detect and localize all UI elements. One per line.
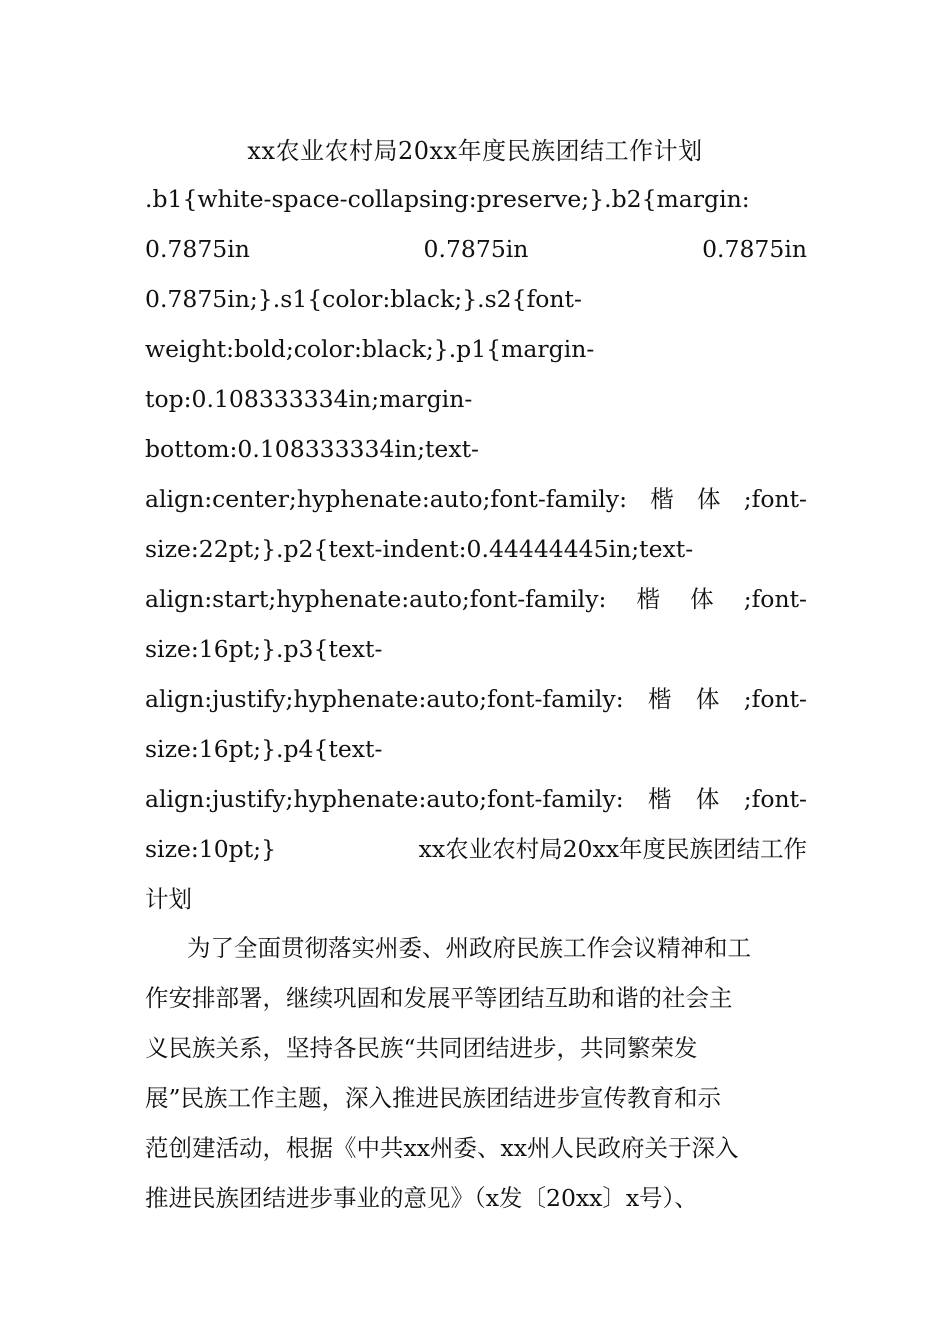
text-segment: 体 (690, 585, 714, 613)
text-segment: align:justify;hyphenate:auto;font-family: (145, 785, 624, 813)
text-line: 展”民族工作主题，深入推进民族团结进步宣传教育和示 (145, 1084, 722, 1112)
text-line: 义民族关系，坚持各民族“共同团结进步，共同繁荣发 (145, 1034, 698, 1062)
text-segment: 体 (695, 685, 720, 713)
text-line: 为了全面贯彻落实州委、州政府民族工作会议精神和工 (187, 934, 751, 962)
text-line: size:16pt;}.p4{text- (145, 735, 383, 763)
body-paragraph (145, 923, 807, 1223)
text-segment: ;font- (743, 585, 807, 613)
text-segment: 楷 (647, 685, 672, 713)
text-segment: 体 (695, 785, 720, 813)
text-line: 0.7875in;}.s1{color:black;}.s2{font- (145, 285, 582, 313)
text-line (145, 674, 807, 724)
text-line: size:16pt;}.p3{text- (145, 635, 383, 663)
text-segment: 楷 (647, 785, 672, 813)
text-line: weight:bold;color:black;}.p1{margin- (145, 335, 595, 363)
document-title: xx农业农村局20xx年度民族团结工作计划 (247, 137, 703, 165)
text-line: 计划 (145, 885, 192, 913)
text-segment: 楷 (636, 585, 660, 613)
text-line: 推进民族团结进步事业的意见》（x发〔20xx〕x号）、 (145, 1184, 698, 1212)
text-segment: ;font- (743, 785, 807, 813)
text-segment: align:start;hyphenate:auto;font-family: (145, 585, 607, 613)
text-segment: xx农业农村局20xx年度民族团结工作 (418, 835, 807, 863)
text-line: 作安排部署，继续巩固和发展平等团结互助和谐的社会主 (145, 984, 733, 1012)
text-segment: align:justify;hyphenate:auto;font-family: (145, 685, 624, 713)
text-segment: align:center;hyphenate:auto;font-family: (145, 485, 627, 513)
text-line: .b1{white-space-collapsing:preserve;}.b2{margin: (145, 185, 750, 213)
text-segment: 0.7875in (145, 235, 250, 263)
text-segment: 0.7875in (702, 235, 807, 263)
text-line: bottom:0.108333334in;text- (145, 435, 479, 463)
text-line: 范创建活动，根据《中共xx州委、xx州人民政府关于深入 (145, 1134, 739, 1162)
text-line (145, 774, 807, 824)
text-line (145, 824, 807, 874)
text-line (145, 224, 807, 274)
text-segment: 楷 (650, 485, 674, 513)
text-segment: 体 (696, 485, 721, 513)
text-line (145, 474, 807, 524)
text-line (145, 574, 807, 624)
text-line: size:22pt;}.p2{text-indent:0.44444445in;text- (145, 535, 694, 563)
text-segment: ;font- (743, 485, 807, 513)
text-segment: size:10pt;} (145, 835, 277, 863)
text-segment: 0.7875in (423, 235, 529, 263)
text-segment: ;font- (743, 685, 807, 713)
css-text-block (145, 174, 807, 924)
text-line: top:0.108333334in;margin- (145, 385, 473, 413)
